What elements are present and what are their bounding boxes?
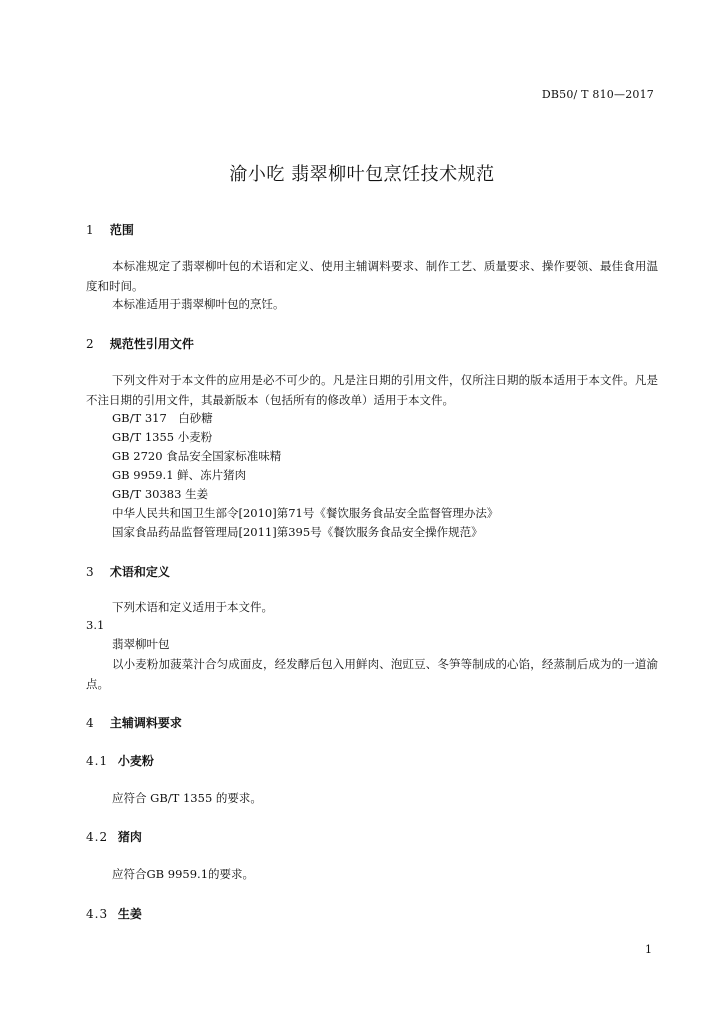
section-number: 4	[86, 716, 94, 730]
document-title: 渝小吃 翡翠柳叶包烹饪技术规范	[229, 164, 495, 185]
subsection-4-3-heading	[86, 905, 142, 922]
subsection-4-1-heading	[86, 752, 154, 769]
term-definition: 以小麦粉加菠菜汁合匀成面皮，经发酵后包入用鲜肉、泡豇豆、冬笋等制成的心馅，经蒸制后成为的一道渝点。	[86, 657, 658, 691]
subsection-title: 小麦粉	[117, 754, 154, 768]
reference-item: GB/T 30383 生姜	[112, 487, 209, 501]
term-number: 3.1	[86, 618, 105, 632]
subsection-title: 生姜	[117, 907, 142, 921]
section-1-heading	[86, 221, 134, 238]
section-4-heading	[86, 714, 182, 731]
subsection-number: 4.1	[86, 754, 109, 768]
reference-item: GB 9959.1 鲜、冻片猪肉	[112, 468, 247, 482]
section-3-intro: 下列术语和定义适用于本文件。	[112, 600, 273, 614]
reference-item: GB 2720 食品安全国家标准味精	[112, 449, 282, 463]
reference-item: GB/T 1355 小麦粉	[112, 430, 213, 444]
section-title: 规范性引用文件	[109, 337, 194, 351]
section-1-paragraph-2: 本标准适用于翡翠柳叶包的烹饪。	[112, 297, 285, 311]
section-title: 主辅调料要求	[109, 716, 182, 730]
standard-number: DB50/ T 810—2017	[541, 88, 654, 101]
subsection-title: 猪肉	[117, 830, 142, 844]
subsection-number: 4.3	[86, 907, 109, 921]
subsection-4-2-text: 应符合GB 9959.1的要求。	[112, 867, 255, 881]
section-number: 1	[86, 223, 94, 237]
section-number: 3	[86, 565, 94, 579]
reference-item: 中华人民共和国卫生部令[2010]第71号《餐饮服务食品安全监督管理办法》	[112, 506, 499, 520]
reference-item: 国家食品药品监督管理局[2011]第395号《餐饮服务食品安全操作规范》	[112, 525, 483, 539]
section-1-paragraph-1: 本标准规定了翡翠柳叶包的术语和定义、使用主辅调料要求、制作工艺、质量要求、操作要领、最佳食用温度和时间。	[86, 259, 658, 293]
section-number: 2	[86, 337, 94, 351]
subsection-4-2-heading	[86, 828, 142, 845]
section-2-heading	[86, 335, 194, 352]
subsection-4-1-text: 应符合 GB/T 1355 的要求。	[112, 791, 262, 805]
section-3-heading	[86, 563, 170, 580]
page-number: 1	[645, 943, 652, 956]
term-name: 翡翠柳叶包	[112, 637, 170, 651]
subsection-number: 4.2	[86, 830, 109, 844]
section-title: 术语和定义	[109, 565, 170, 579]
section-title: 范围	[109, 223, 134, 237]
section-2-intro: 下列文件对于本文件的应用是必不可少的。凡是注日期的引用文件，仅所注日期的版本适用于本文件。凡是不注日期的引用文件，其最新版本（包括所有的修改单）适用于本文件。	[86, 373, 658, 407]
reference-item: GB/T 317 白砂糖	[112, 411, 213, 425]
